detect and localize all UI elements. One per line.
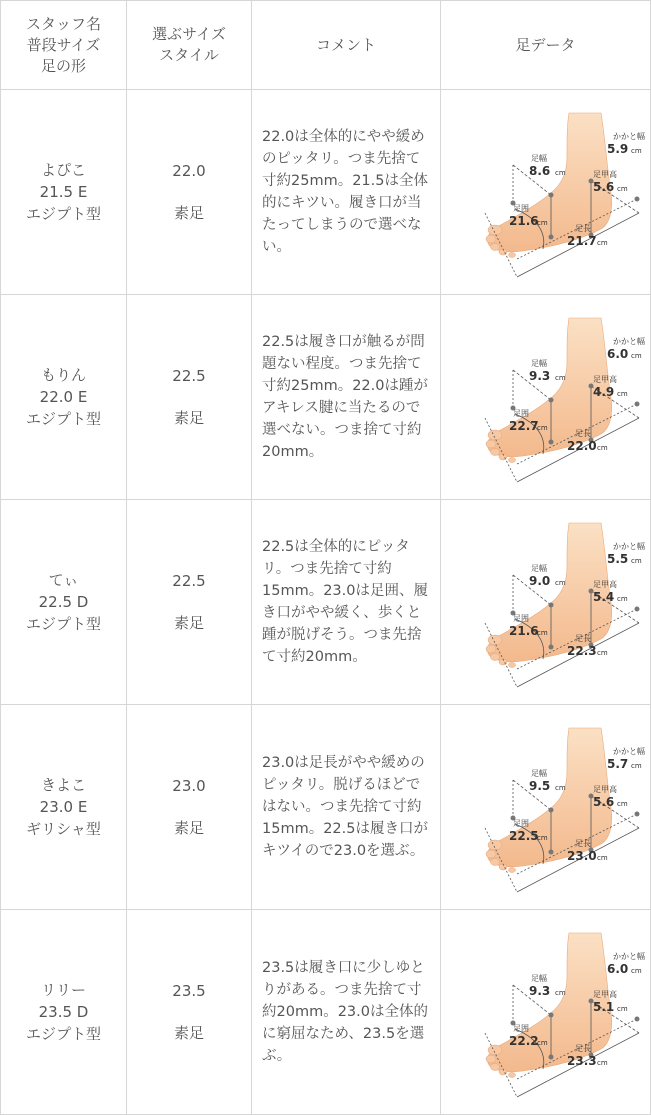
foot-shape: エジプト型 <box>25 1025 101 1043</box>
header-size-line1: 選ぶサイズ <box>152 25 226 43</box>
usual-size: 23.5 D <box>38 1003 89 1021</box>
toe-3 <box>490 859 499 866</box>
table-row <box>1 295 651 500</box>
value-heel: 6.0 <box>606 962 628 976</box>
staff-cell <box>1 90 127 295</box>
unit-heel: cm <box>630 557 642 565</box>
label-length: 足長 <box>574 1044 591 1053</box>
toe-4 <box>499 659 507 665</box>
toe-1 <box>488 635 502 645</box>
comment-text: 23.0は足長がやや緩めのピッタリ。脱げるほどではない。つま先捨て寸約15mm。22.5は履き口がキツイので23.0を選ぶ。 <box>262 755 428 859</box>
table-row <box>1 910 651 1115</box>
unit-width: cm <box>554 989 566 997</box>
label-heel: かかと幅 <box>612 337 645 346</box>
foot-diagram <box>451 722 645 892</box>
toe-5 <box>508 868 515 873</box>
foot-diagram <box>451 927 645 1097</box>
toe-2 <box>486 440 496 448</box>
point-girth <box>548 645 553 650</box>
point-width-right <box>548 1013 553 1018</box>
toe-5 <box>508 1073 515 1078</box>
foot-diagram <box>451 517 645 687</box>
header-staff-line1: スタッフ名 <box>25 14 101 33</box>
toe-3 <box>490 1064 499 1071</box>
value-girth: 21.6 <box>508 214 539 228</box>
unit-length: cm <box>596 444 608 452</box>
value-length: 22.3 <box>566 644 597 658</box>
unit-length: cm <box>596 1059 608 1067</box>
toe-3 <box>490 449 499 456</box>
comment-text: 22.5は全体的にピッタリ。つま先捨て寸約15mm。23.0は足囲、履き口がやや緩く、歩くと踵が脱げそう。つま先捨て寸約20mm。 <box>262 539 428 665</box>
table-row <box>1 90 651 295</box>
staff-name: もりん <box>40 366 86 384</box>
foot-shape: ギリシャ型 <box>26 820 101 838</box>
style-label: 素足 <box>173 1024 204 1042</box>
foot-shape: エジプト型 <box>25 205 101 223</box>
label-instep: 足甲高 <box>592 170 617 179</box>
unit-instep: cm <box>616 390 628 398</box>
size-cell <box>127 910 252 1115</box>
unit-width: cm <box>554 579 566 587</box>
comment-text: 23.5は履き口に少しゆとりがある。つま先捨て寸約20mm。23.0は全体的に窮屈なため、23.5を選ぶ。 <box>262 960 428 1064</box>
chosen-size: 22.5 <box>172 572 206 590</box>
header-staff-line3: 足の形 <box>40 56 86 75</box>
label-heel: かかと幅 <box>612 542 645 551</box>
unit-width: cm <box>554 169 566 177</box>
size-cell <box>127 295 252 500</box>
unit-girth: cm <box>536 424 548 432</box>
value-heel: 5.5 <box>606 552 628 566</box>
unit-girth: cm <box>536 629 548 637</box>
value-instep: 5.1 <box>592 1000 614 1014</box>
table-row <box>1 500 651 705</box>
toe-5 <box>508 253 515 258</box>
chosen-size: 22.5 <box>172 367 206 385</box>
toe-5 <box>508 663 515 668</box>
label-instep: 足甲高 <box>592 785 617 794</box>
staff-cell <box>1 705 127 910</box>
unit-instep: cm <box>616 1005 628 1013</box>
size-cell <box>127 90 252 295</box>
label-width: 足幅 <box>530 564 547 573</box>
comment-cell <box>252 500 441 705</box>
value-width: 9.5 <box>528 779 550 793</box>
usual-size: 22.5 D <box>38 593 89 611</box>
foot-data-cell <box>441 90 651 295</box>
foot-diagram <box>451 107 645 277</box>
toe-4 <box>499 1069 507 1075</box>
unit-length: cm <box>596 239 608 247</box>
value-instep: 4.9 <box>592 385 614 399</box>
value-heel: 6.0 <box>606 347 628 361</box>
point-heel <box>634 1017 639 1022</box>
value-girth: 22.2 <box>508 1034 539 1048</box>
header-foot-data: 足データ <box>441 1 651 90</box>
toe-4 <box>499 864 507 870</box>
chosen-size: 23.0 <box>172 777 206 795</box>
unit-instep: cm <box>616 595 628 603</box>
point-width-right <box>548 808 553 813</box>
toe-2 <box>486 1055 496 1063</box>
toe-1 <box>488 840 502 850</box>
value-length: 22.0 <box>566 439 597 453</box>
value-instep: 5.6 <box>592 180 614 194</box>
comment-text: 22.5は履き口が触るが問題ない程度。つま先捨て寸約25mm。22.0は踵がアキレス腱に当たるので選べない。つま捨て寸約20mm。 <box>262 334 428 460</box>
label-width: 足幅 <box>530 974 547 983</box>
staff-cell <box>1 910 127 1115</box>
value-heel: 5.7 <box>606 757 628 771</box>
comment-cell <box>252 90 441 295</box>
foot-shape: エジプト型 <box>25 615 101 633</box>
value-girth: 21.6 <box>508 624 539 638</box>
comment-cell <box>252 295 441 500</box>
point-girth <box>548 850 553 855</box>
label-girth: 足囲 <box>512 1024 529 1033</box>
toe-2 <box>486 645 496 653</box>
header-size <box>127 1 252 90</box>
point-width-right <box>548 398 553 403</box>
label-length: 足長 <box>574 634 591 643</box>
point-heel <box>634 197 639 202</box>
value-girth: 22.7 <box>508 419 539 433</box>
label-length: 足長 <box>574 224 591 233</box>
unit-instep: cm <box>616 185 628 193</box>
unit-girth: cm <box>536 1039 548 1047</box>
foot-data-cell <box>441 500 651 705</box>
unit-girth: cm <box>536 834 548 842</box>
value-heel: 5.9 <box>606 142 628 156</box>
unit-width: cm <box>554 784 566 792</box>
style-label: 素足 <box>173 204 204 222</box>
label-girth: 足囲 <box>512 204 529 213</box>
toe-1 <box>488 430 502 440</box>
toe-4 <box>499 249 507 255</box>
usual-size: 23.0 E <box>39 798 88 816</box>
point-heel <box>634 607 639 612</box>
table-row <box>1 705 651 910</box>
point-girth <box>548 440 553 445</box>
size-cell <box>127 705 252 910</box>
value-instep: 5.4 <box>592 590 614 604</box>
staff-name: てぃ <box>48 571 79 589</box>
toe-1 <box>488 225 502 235</box>
label-heel: かかと幅 <box>612 747 645 756</box>
label-width: 足幅 <box>530 769 547 778</box>
header-comment: コメント <box>252 1 441 90</box>
foot-diagram <box>451 312 645 482</box>
value-length: 23.0 <box>566 849 597 863</box>
point-width-right <box>548 603 553 608</box>
toe-3 <box>490 244 499 251</box>
style-label: 素足 <box>173 819 204 837</box>
header-row <box>1 1 651 90</box>
staff-cell <box>1 500 127 705</box>
unit-heel: cm <box>630 352 642 360</box>
staff-cell <box>1 295 127 500</box>
value-width: 9.3 <box>528 369 550 383</box>
value-instep: 5.6 <box>592 795 614 809</box>
foot-data-cell <box>441 910 651 1115</box>
unit-width: cm <box>554 374 566 382</box>
style-label: 素足 <box>173 614 204 632</box>
unit-heel: cm <box>630 762 642 770</box>
header-staff <box>1 1 127 90</box>
label-girth: 足囲 <box>512 614 529 623</box>
usual-size: 22.0 E <box>39 388 88 406</box>
label-girth: 足囲 <box>512 819 529 828</box>
toe-3 <box>490 654 499 661</box>
value-length: 21.7 <box>566 234 597 248</box>
point-heel <box>634 812 639 817</box>
value-width: 9.3 <box>528 984 550 998</box>
label-instep: 足甲高 <box>592 375 617 384</box>
point-width-right <box>548 193 553 198</box>
point-heel <box>634 402 639 407</box>
size-cell <box>127 500 252 705</box>
staff-name: リリー <box>40 981 86 999</box>
staff-name: きよこ <box>40 776 86 794</box>
chosen-size: 22.0 <box>172 162 206 180</box>
label-girth: 足囲 <box>512 409 529 418</box>
style-label: 素足 <box>173 409 204 427</box>
point-girth <box>548 1055 553 1060</box>
header-size-line2: スタイル <box>159 46 219 64</box>
value-width: 9.0 <box>528 574 550 588</box>
chosen-size: 23.5 <box>172 982 206 1000</box>
comment-cell <box>252 705 441 910</box>
label-width: 足幅 <box>530 359 547 368</box>
point-girth <box>548 235 553 240</box>
toe-2 <box>486 850 496 858</box>
comment-text: 22.0は全体的にやや緩めのピッタリ。つま先捨て寸約25mm。21.5は全体的にキツい。履き口が当たってしまうので選べない。 <box>262 129 428 255</box>
toe-2 <box>486 235 496 243</box>
staff-name: よぴこ <box>40 161 86 179</box>
foot-shape: エジプト型 <box>25 410 101 428</box>
foot-data-cell <box>441 705 651 910</box>
unit-length: cm <box>596 649 608 657</box>
header-staff-line2: 普段サイズ <box>26 35 101 54</box>
unit-girth: cm <box>536 219 548 227</box>
toe-5 <box>508 458 515 463</box>
value-width: 8.6 <box>528 164 550 178</box>
comment-cell <box>252 910 441 1115</box>
unit-instep: cm <box>616 800 628 808</box>
label-width: 足幅 <box>530 154 547 163</box>
label-length: 足長 <box>574 429 591 438</box>
label-instep: 足甲高 <box>592 580 617 589</box>
usual-size: 21.5 E <box>39 183 88 201</box>
toe-1 <box>488 1045 502 1055</box>
foot-data-cell <box>441 295 651 500</box>
label-instep: 足甲高 <box>592 990 617 999</box>
value-girth: 22.5 <box>508 829 539 843</box>
value-length: 23.3 <box>566 1054 597 1068</box>
unit-length: cm <box>596 854 608 862</box>
unit-heel: cm <box>630 147 642 155</box>
unit-heel: cm <box>630 967 642 975</box>
label-heel: かかと幅 <box>612 132 645 141</box>
toe-4 <box>499 454 507 460</box>
label-heel: かかと幅 <box>612 952 645 961</box>
label-length: 足長 <box>574 839 591 848</box>
